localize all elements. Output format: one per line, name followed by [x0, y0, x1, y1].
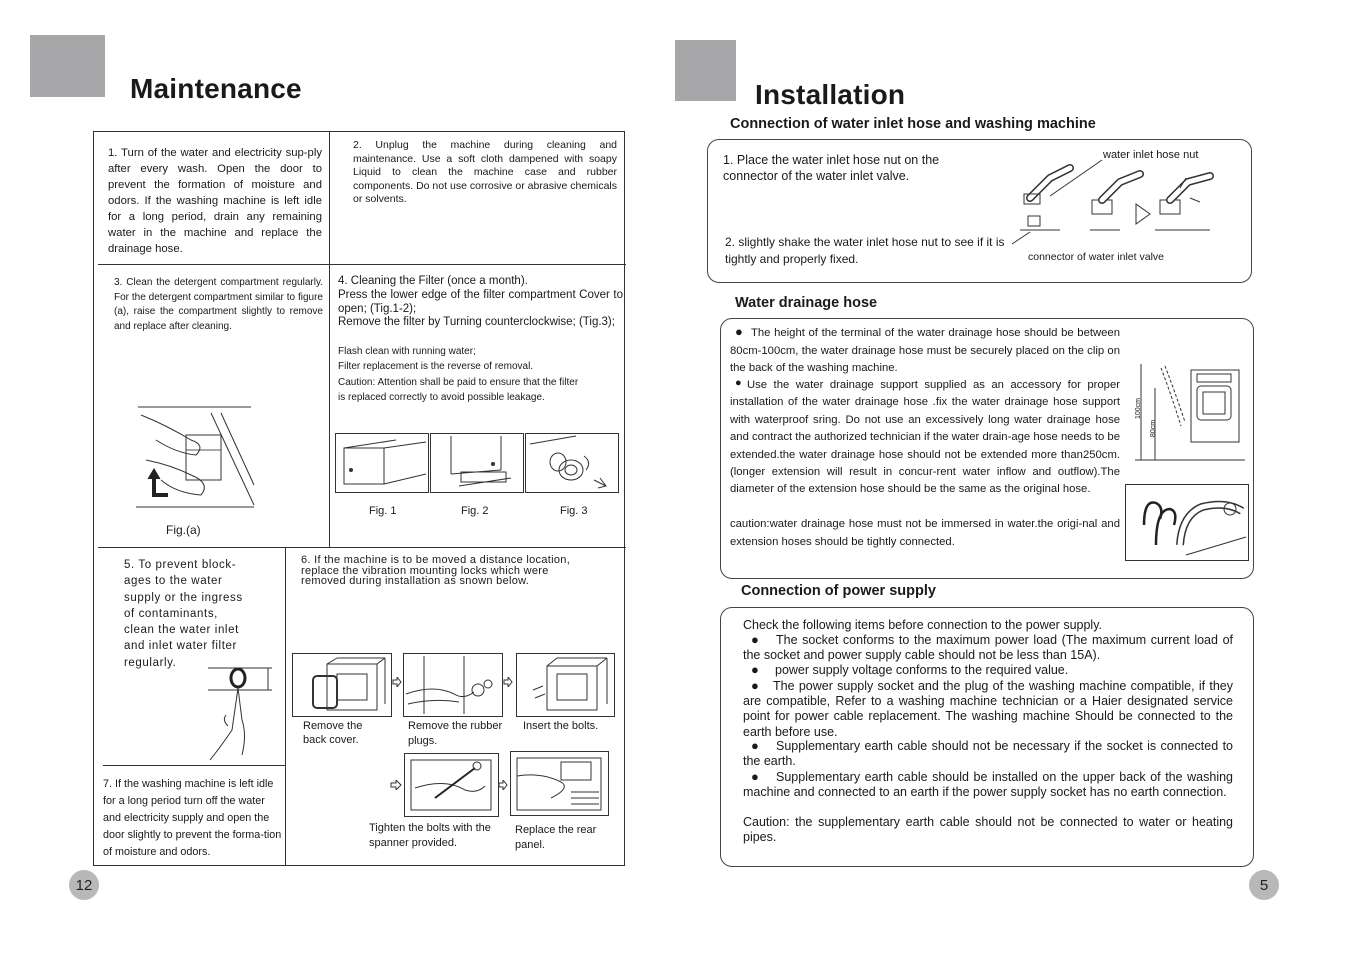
inlet-hose-illustration: [1010, 158, 1220, 248]
caption-remove-back-cover: Remove the back cover.: [303, 720, 363, 746]
filter-step-remove: Remove the filter by Turning counterclockwise; (Tig.3);: [338, 316, 615, 328]
arrow-icon: [503, 677, 513, 687]
bullet-icon: ●: [735, 324, 743, 339]
page-title-installation: Installation: [755, 79, 906, 110]
filter-step-title: 4. Cleaning the Filter (once a month).: [338, 275, 528, 287]
bullet-icon: ●: [751, 678, 759, 693]
section-title-inlet-hose: Connection of water inlet hose and washing machine: [730, 116, 1096, 132]
divider: [285, 547, 286, 865]
bullet-icon: ●: [751, 662, 759, 677]
arrow-icon: [390, 780, 402, 790]
maintenance-step-2: 2. Unplug the machine during cleaning and maintenance. Use a soft cloth dampened with soapy Liquid to clean the machine case and rubber components. Do not use corrosive or abrasive chemicals or solvents.: [353, 139, 617, 205]
power-item-2: power supply voltage conforms to the required value.: [775, 663, 1069, 677]
filter-step-flash: Flash clean with running water;: [338, 346, 476, 357]
label-80cm: 80cm: [1150, 419, 1158, 438]
caption-tighten-bolts: Tighten the bolts with the spanner provided.: [369, 822, 491, 849]
fig-1-caption: Fig. 1: [369, 505, 397, 517]
caption-replace-rear-panel: Replace the rear panel.: [515, 824, 597, 851]
power-item-3: The power supply socket and the plug of the washing machine compatible, if they are compatible, Refer to a washing machine technician or a Haier designated service point for power cable replacement. The washing machine Should be connected to the earth before use.: [743, 679, 1233, 739]
bullet-icon: ●: [751, 632, 759, 647]
maintenance-step-7: 7. If the washing machine is left idle for a long period turn off the water and electricity supply and open the door slightly to prevent the forma-tion of moisture and odors.: [103, 778, 282, 858]
fig-2-caption: Fig. 2: [461, 505, 489, 517]
filter-step-press: Press the lower edge of the filter compartment Cover to open; (Tig.1-2);: [338, 289, 623, 315]
fig-a-caption: Fig.(a): [166, 523, 201, 537]
replace-rear-panel-illustration: [510, 751, 609, 816]
detergent-drawer-illustration: [136, 405, 256, 510]
caption-insert-bolts: Insert the bolts.: [523, 720, 599, 732]
section-title-power-supply: Connection of power supply: [741, 583, 936, 599]
drainage-para-1: The height of the terminal of the water drainage hose should be between 80cm-100cm, the water drainage hose must be securely placed on the clip on the back of the washing machine.: [730, 327, 1120, 374]
divider: [98, 547, 626, 548]
fig-1-illustration: [335, 433, 429, 493]
header-square-left: [30, 35, 105, 97]
caption-remove-rubber-plugs: Remove the rubber plugs.: [408, 720, 503, 747]
bullet-icon: ●: [751, 769, 759, 784]
tighten-bolts-illustration: [404, 753, 499, 817]
divider: [329, 131, 330, 547]
inlet-hose-step-2: 2. slightly shake the water inlet hose nut to see if it is tightly and properly fixed.: [725, 235, 1005, 266]
inlet-filter-illustration: [202, 660, 272, 765]
maintenance-step-3: 3. Clean the detergent compartment regularly. For the detergent compartment similar to figure (a), raise the compartment slightly to remove and replace after cleaning.: [114, 277, 323, 332]
drainage-para-2: Use the water drainage support supplied as an accessory for proper installation of the water drainage hose .fix the water drainage hose support with waterproof sring. Do not use an excessively long water drainage hose and contract the authorized technician if the water drain-age hose needs to be extended.the water drainage hose should not be extended more than250cm.(longer extension will result in concur-rent water inflow and outflow).The diameter of the extension hose should be the same as the original hose.: [730, 379, 1120, 496]
power-item-1: The socket conforms to the maximum power load (The maximum current load of the socket and power supply cable should not be less than 15A).: [743, 633, 1233, 663]
power-intro: Check the following items before connection to the power supply.: [743, 618, 1102, 632]
page-number-left: 12: [69, 870, 99, 900]
drainage-height-illustration: [1135, 362, 1245, 466]
power-item-5: Supplementary earth cable should be installed on the upper back of the washing machine and connected to an earth if the power supply socket has no earth connection.: [743, 770, 1233, 800]
remove-rubber-plugs-illustration: [403, 653, 503, 717]
arrow-icon: [392, 677, 402, 687]
maintenance-step-1: 1. Turn of the water and electricity sup-ply after every wash. Open the door to prevent the formation of moisture and odors. If the washing machine is left idle for a long period, drain any remaining water in the machine and replace the drainage hose.: [108, 147, 322, 255]
header-square-right: [675, 40, 736, 101]
bullet-icon: ●: [735, 377, 742, 389]
maintenance-step-5: 5. To prevent block-ages to the water supply or the ingress of contaminants, clean the water inlet and inlet water filter regularly.: [124, 559, 243, 669]
label-connector-inlet-valve: connector of water inlet valve: [1028, 251, 1164, 263]
remove-back-cover-illustration: [292, 653, 392, 717]
divider: [98, 264, 626, 265]
section-title-drainage-hose: Water drainage hose: [735, 295, 878, 311]
page-number-right: 5: [1249, 870, 1279, 900]
filter-step-caution: Caution: Attention shall be paid to ensure that the filter is replaced correctly to avoid possible leakage.: [338, 377, 579, 403]
power-caution: Caution: the supplementary earth cable should not be connected to water or heating pipes.: [743, 815, 1233, 845]
fig-3-caption: Fig. 3: [560, 505, 588, 517]
page-title-maintenance: Maintenance: [130, 73, 302, 104]
inlet-hose-step-1: 1. Place the water inlet hose nut on the connector of the water inlet valve.: [723, 153, 940, 183]
bullet-icon: ●: [751, 738, 759, 753]
drainage-support-illustration: [1125, 484, 1249, 561]
maintenance-step-6: 6. If the machine is to be moved a distance location, replace the vibration mounting locks which were removed during installation as snown below.: [301, 554, 571, 587]
filter-step-replace: Filter replacement is the reverse of removal.: [338, 361, 534, 372]
insert-bolts-illustration: [516, 653, 615, 717]
label-100cm: 100cm: [1135, 397, 1143, 420]
drainage-caution: caution:water drainage hose must not be immersed in water.the origi-nal and extension hoses should be tightly connected.: [730, 518, 1120, 548]
arrow-icon: [498, 780, 508, 790]
label-water-inlet-hose-nut: water inlet hose nut: [1103, 149, 1199, 161]
fig-2-illustration: [430, 433, 524, 493]
power-item-4: Supplementary earth cable should not be necessary if the socket is connected to the earth.: [743, 739, 1233, 769]
divider: [103, 765, 285, 766]
fig-3-illustration: [525, 433, 619, 493]
